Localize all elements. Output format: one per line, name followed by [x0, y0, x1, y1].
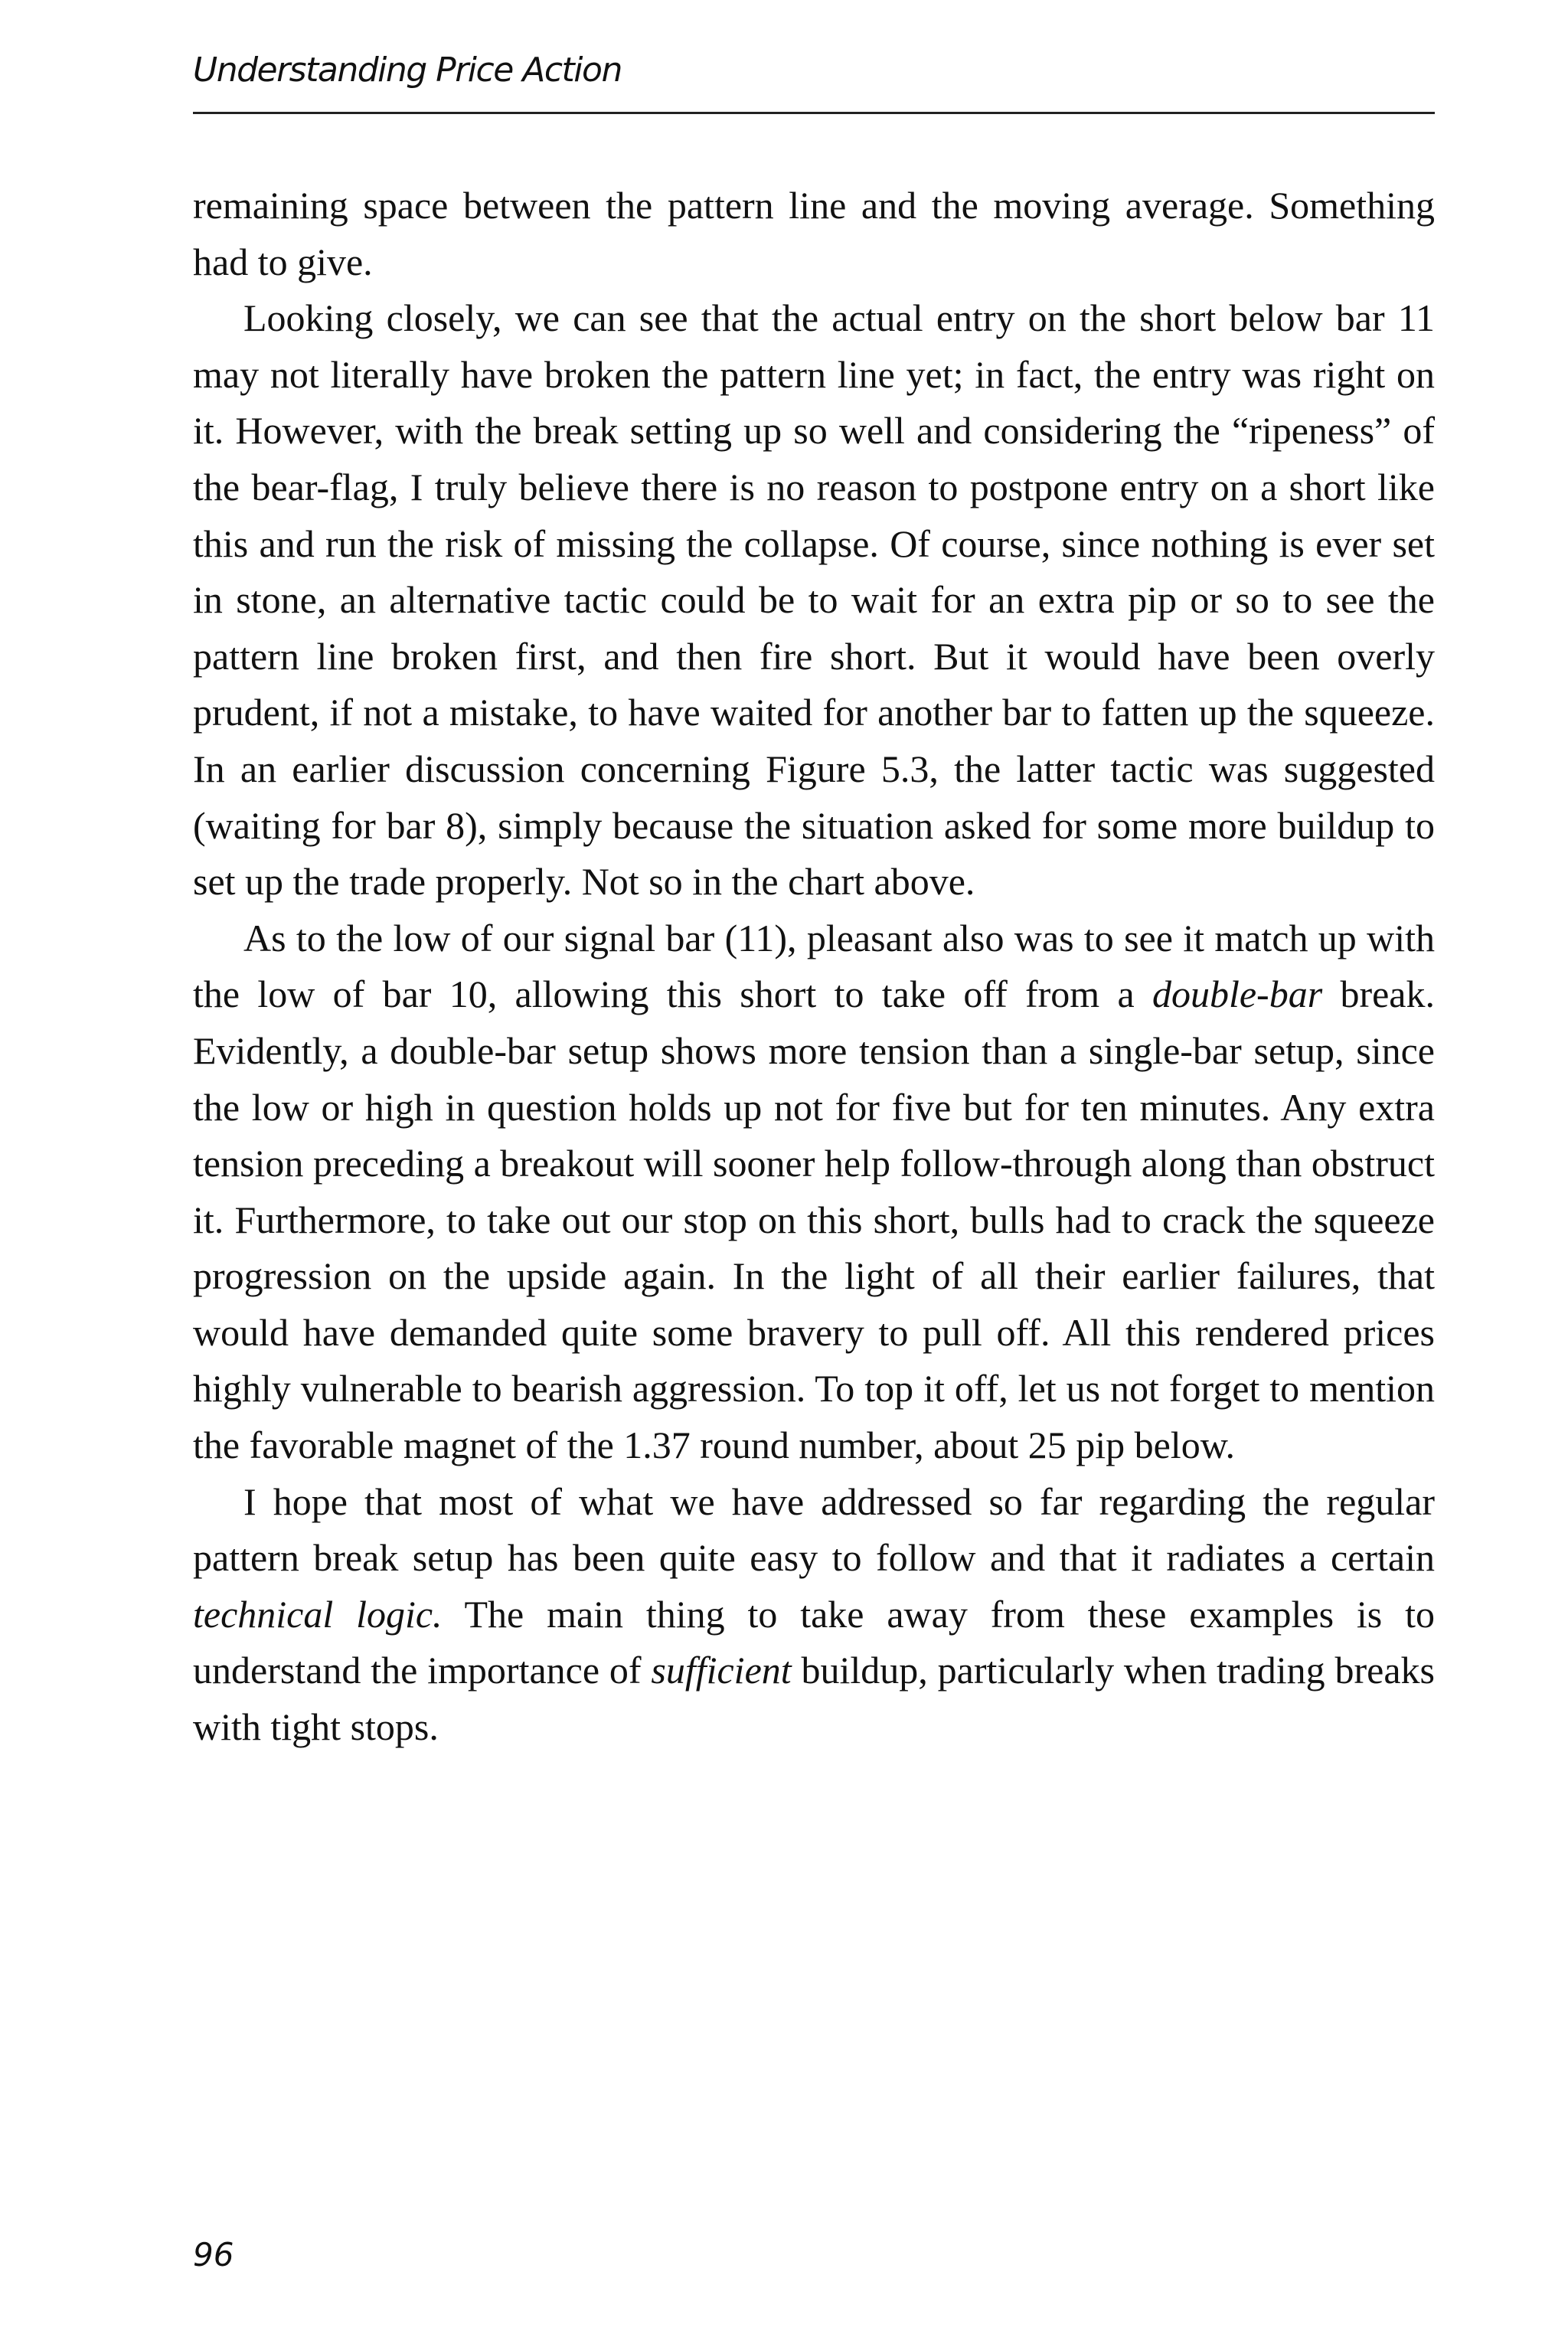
paragraph-1-text: remaining space between the pattern line and the moving average. Something had to give. — [193, 184, 1435, 283]
paragraph-4-text-a: I hope that most of what we have addressed so far regarding the regular pattern break setup has been quite easy to follow and that it radiates a certain — [193, 1479, 1435, 1580]
paragraph-2-text: Looking closely, we can see that the actual entry on the short below bar 11 may not literally have broken the pattern line yet; in fact, the entry was right on it. However, with the break setting up so well and considering the “ripeness” of the bear-flag, I truly believe there is no reason to postpone entry on a short like this and run the risk of missing the collapse. Of course, since nothing is ever set in stone, an alternative tactic could be to wait for an extra pip or so to see the pattern line broken first, and then fire short. But it would have been overly prudent, if not a mistake, to have waited for another bar to fatten up the squeeze. In an earlier discussion concerning Figure 5.3, the latter tactic was suggested (waiting for bar 8), simply because the situation asked for some more buildup to set up the trade properly. Not so in the chart above. — [193, 296, 1435, 904]
header-rule — [193, 112, 1435, 114]
paragraph-4-text-c: buildup, particularly when trading breaks with tight stops. — [193, 1649, 1435, 1749]
paragraph-2 — [193, 290, 1435, 910]
paragraph-3-text-a: As to the low of our signal bar (11), pleasant also was to see it match up with the low of bar 10, allowing this short to take off from a — [193, 916, 1435, 1016]
paragraph-4-emphasis-technical-logic: technical logic. — [193, 1592, 443, 1636]
paragraph-3-emphasis-double-bar: double-bar — [1152, 972, 1323, 1016]
paragraph-4-text-b: The main thing to take away from these examples is to understand the importance of — [193, 1592, 1435, 1692]
page-number: 96 — [193, 2236, 234, 2273]
running-head-title: Understanding Price Action — [193, 51, 622, 90]
paragraph-3 — [193, 910, 1435, 1474]
paragraph-3-text-b: break. Evidently, a double-bar setup shows more tension than a single-bar setup, since the low or high in question holds up not for five but for ten minutes. Any extra tension preceding a breakout will sooner help follow-through along than obstruct it. Furthermore, to take out our stop on this short, bulls had to crack the squeeze progression on the upside again. In the light of all their earlier failures, that would have demanded quite some bravery to pull off. All this rendered prices highly vulnerable to bearish aggression. To top it off, let us not forget to mention the favorable magnet of the 1.37 round number, about 25 pip below. — [193, 972, 1435, 1467]
body-text — [193, 178, 1435, 1756]
paragraph-4-emphasis-sufficient: sufficient — [651, 1649, 792, 1692]
paragraph-1 — [193, 178, 1435, 290]
paragraph-4 — [193, 1474, 1435, 1756]
